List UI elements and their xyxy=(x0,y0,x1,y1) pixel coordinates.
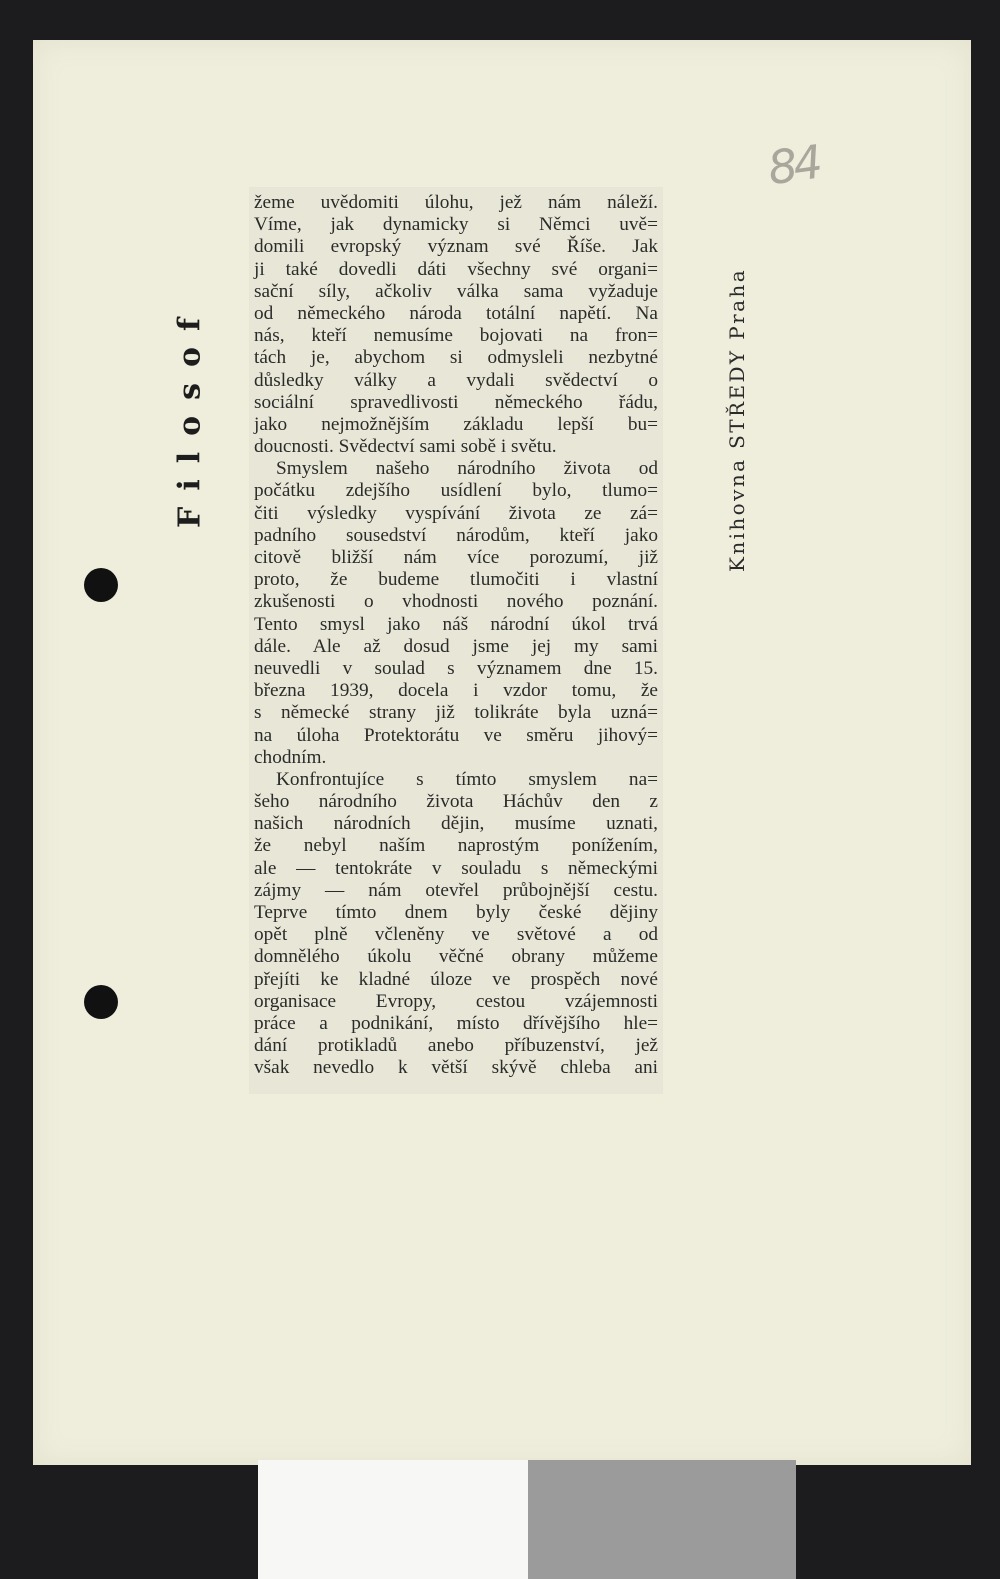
text-line: doucnosti. Svědectví sami sobě i světu. xyxy=(254,436,557,458)
text-line: domnělého úkolu věčné obrany můžeme xyxy=(254,946,658,968)
text-line: Tento smysl jako náš národní úkol trvá xyxy=(254,613,658,635)
text-line: zájmy — nám otevřel průbojnější cestu. xyxy=(254,879,658,901)
text-line: Teprve tímto dnem byly české dějiny xyxy=(254,902,658,923)
text-line: sační síly, ačkoliv válka sama vyžaduje xyxy=(254,280,658,302)
color-strip-grey xyxy=(528,1460,796,1579)
text-line: citově bližší nám více porozumí, již xyxy=(254,547,658,568)
punch-hole-bottom xyxy=(84,985,118,1019)
text-line: organisace Evropy, cestou vzájemnosti xyxy=(254,990,658,1012)
text-line: přejíti ke kladné úloze ve prospěch nové xyxy=(254,968,658,990)
stamp-library-text: Knihovna STŘEDY Praha xyxy=(725,267,749,573)
text-line: chodním. xyxy=(254,746,327,768)
text-line: Konfrontujíce s tímto smyslem na= xyxy=(276,768,658,790)
text-line: Víme, jak dynamicky si Němci uvě= xyxy=(254,214,658,236)
text-line: našich národních dějin, musíme uznati, xyxy=(254,813,658,835)
text-line: neuvedli v soulad s významem dne 15. xyxy=(254,657,658,679)
text-line: března 1939, docela i vzdor tomu, že xyxy=(254,680,658,702)
pencil-page-number: 84 xyxy=(764,134,823,196)
text-line: tách je, abychom si odmysleli nezbytné xyxy=(254,347,658,369)
text-line: nás, kteří nemusíme bojovati na fron= xyxy=(254,325,658,347)
text-line: opět plně včleněny ve světové a od xyxy=(254,924,658,946)
text-line: padního sousedství národům, kteří jako xyxy=(254,524,658,546)
clipping-text xyxy=(254,192,658,1080)
text-line: šeho národního života Háchův den z xyxy=(254,791,658,813)
text-line: od německého národa totální napětí. Na xyxy=(254,302,658,324)
text-line: dále. Ale až dosud jsme jej my sami xyxy=(254,635,658,657)
text-line: jako nejmožnějším základu lepší bu= xyxy=(254,413,658,435)
text-line: ale — tentokráte v souladu s německými xyxy=(254,857,658,879)
stamp-library xyxy=(717,230,757,610)
text-line: čiti výsledky vyspívání života ze zá= xyxy=(254,502,658,524)
text-line: dání protikladů anebo příbuzenství, jež xyxy=(254,1035,658,1057)
text-line: důsledky války a vydali svědectví o xyxy=(254,369,658,391)
text-line: ji také dovedli dáti všechny své organi= xyxy=(254,258,658,280)
text-line: zkušenosti o vhodnosti nového poznání. xyxy=(254,591,658,613)
color-strip-white xyxy=(258,1460,528,1579)
text-line: počátku zdejšího usídlení bylo, tlumo= xyxy=(254,480,658,502)
text-line: domili evropský význam své Říše. Jak xyxy=(254,236,658,258)
text-line: proto, že budeme tlumočiti i vlastní xyxy=(254,569,658,591)
stamp-filosof-text: Filosof xyxy=(172,302,208,528)
punch-hole-top xyxy=(84,568,118,602)
text-line: práce a podnikání, místo dřívějšího hle= xyxy=(254,1012,658,1034)
text-line: sociální spravedlivosti německého řádu, xyxy=(254,391,658,413)
stamp-filosof xyxy=(170,300,210,530)
text-line: že nebyl naším naprostým ponížením, xyxy=(254,835,658,857)
text-line: Smyslem našeho národního života od xyxy=(276,458,658,480)
text-line: žeme uvědomiti úlohu, jež nám náleží. xyxy=(254,192,658,213)
text-line: však nevedlo k větší skývě chleba ani xyxy=(254,1057,658,1079)
text-line: na úloha Protektorátu ve směru jihový= xyxy=(254,724,658,746)
text-line: s německé strany již tolikráte byla uzná= xyxy=(254,702,658,724)
